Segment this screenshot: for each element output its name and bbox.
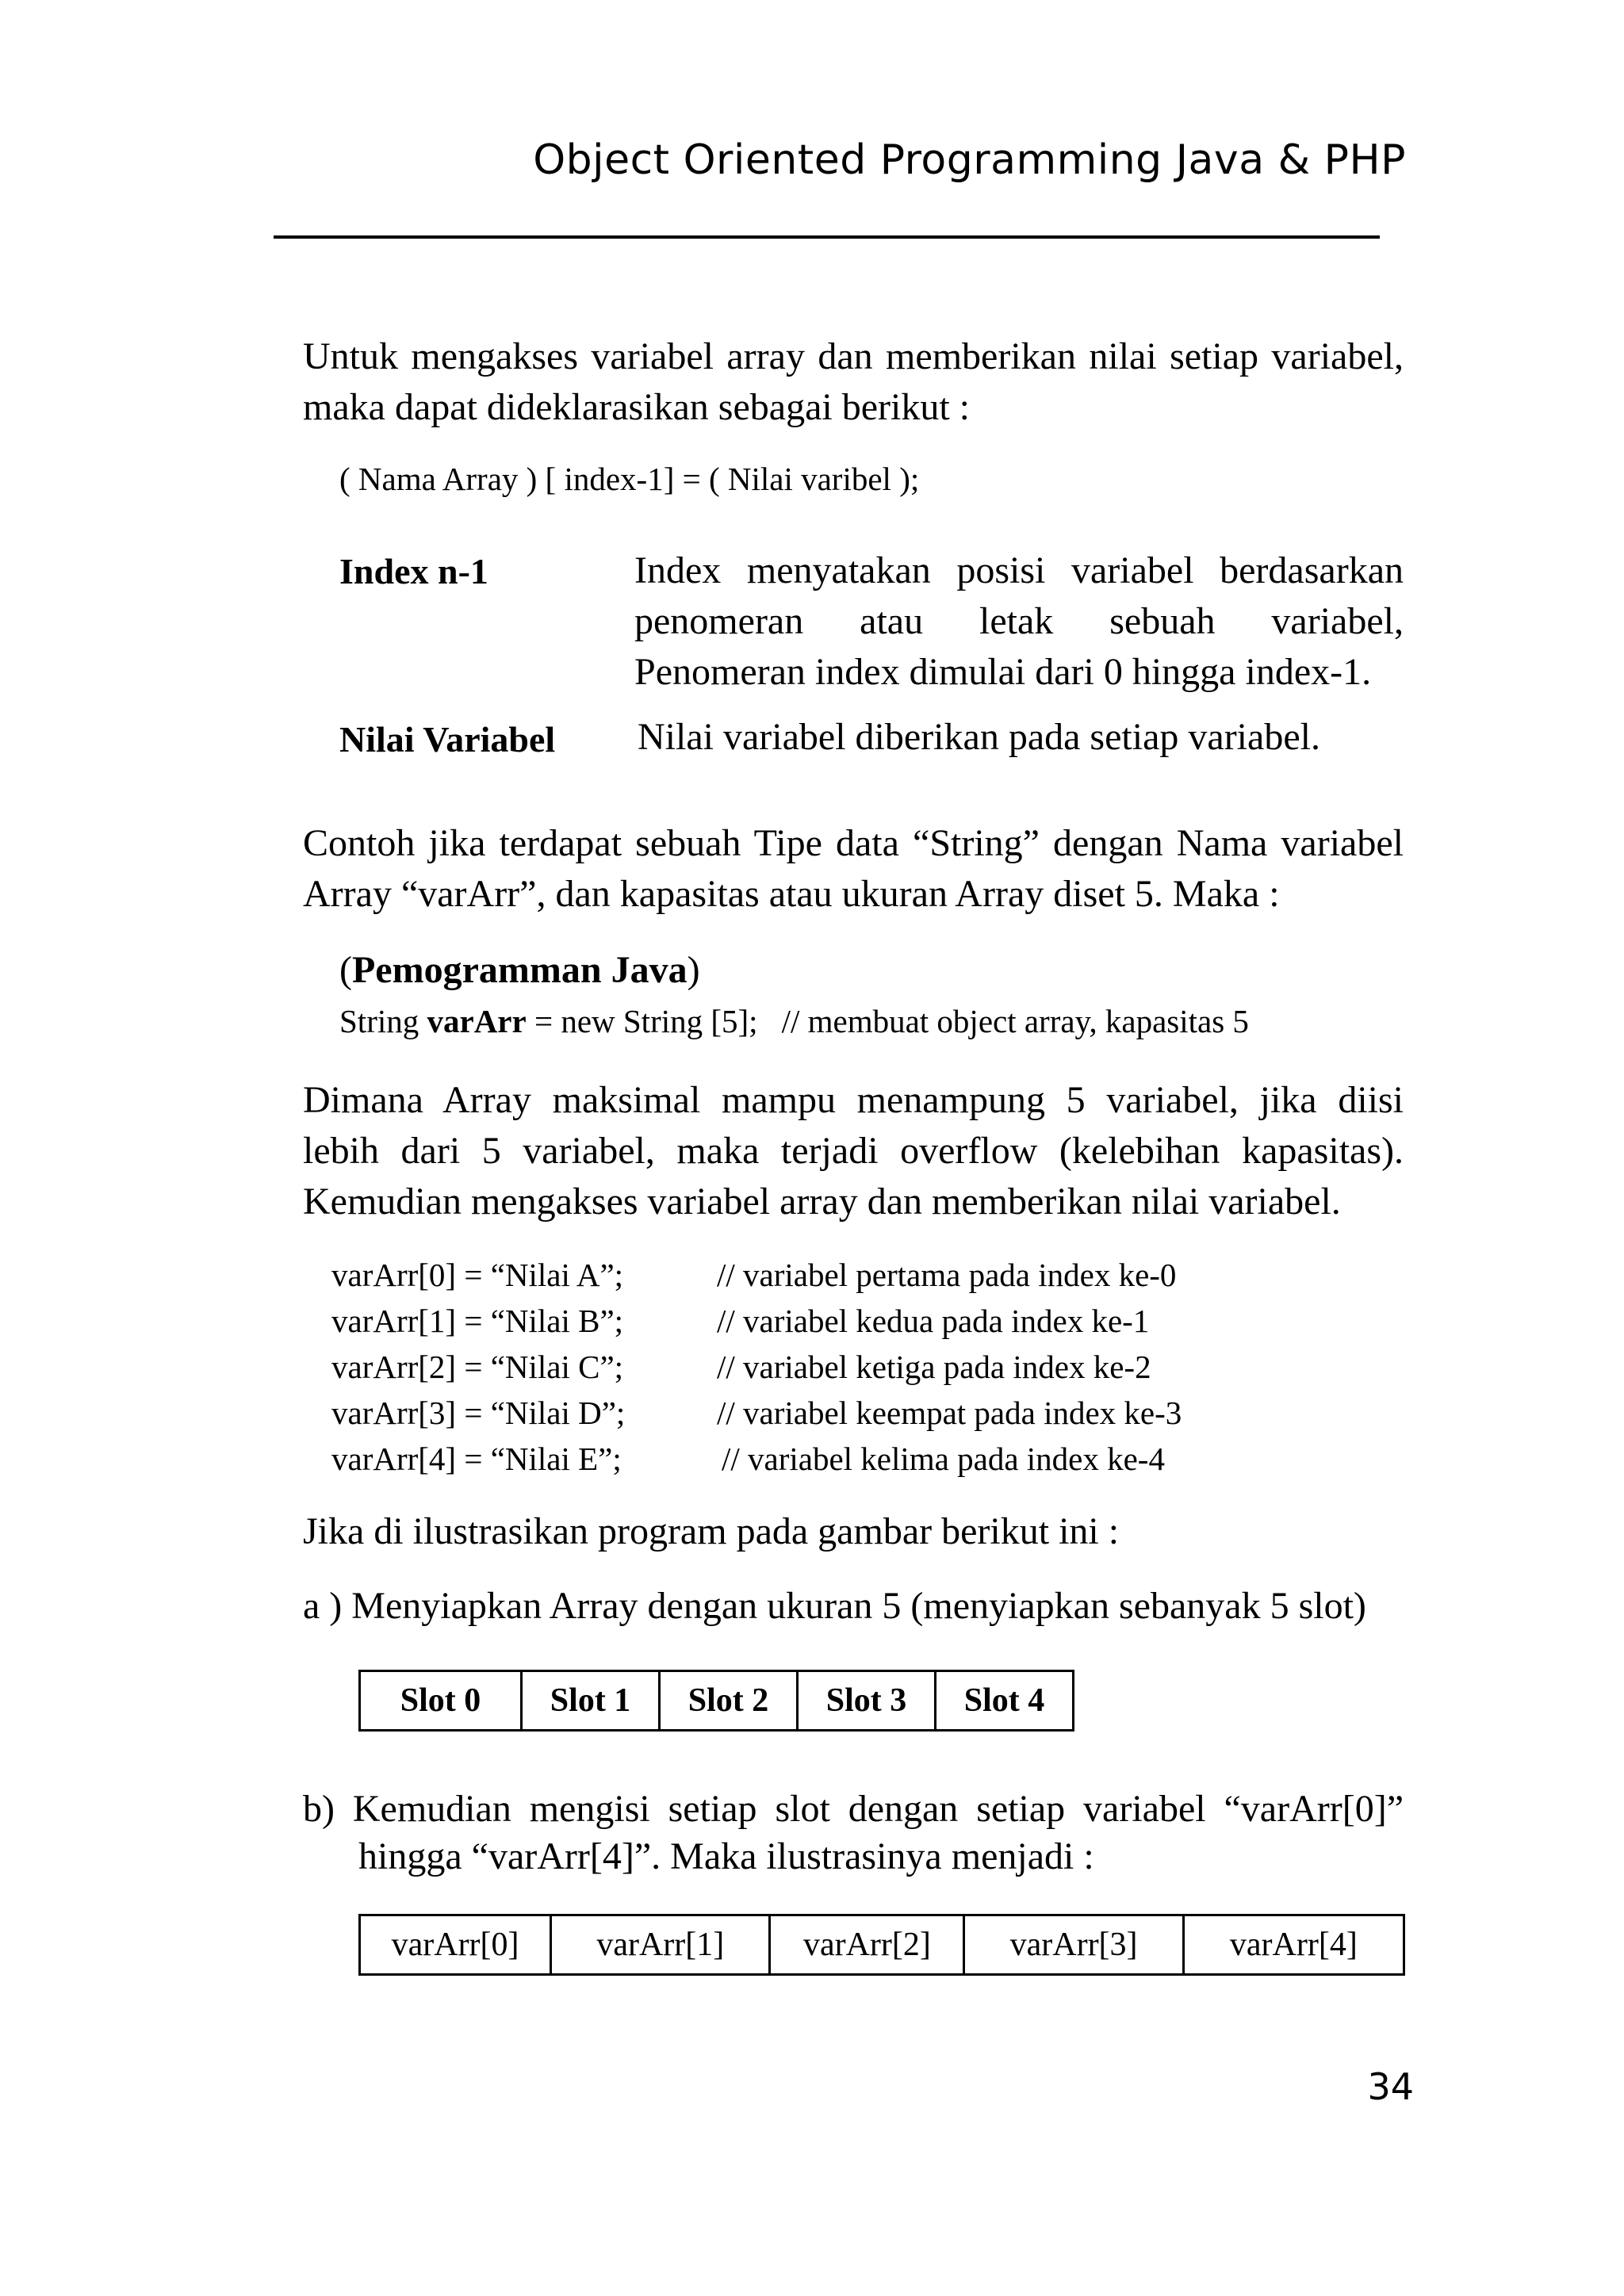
header-rule [274,235,1380,239]
assignment-code-1: varArr[1] = “Nilai B”; [331,1303,624,1339]
intro-line-1: Untuk mengakses variabel array dan memberikan nilai setiap variabel, [303,335,1404,377]
term-index: Index n-1 [339,551,488,591]
assignment-comment-0: // variabel pertama pada index ke-0 [717,1257,1177,1293]
code-declaration [339,1002,1249,1040]
code-comment: // membuat object array, kapasitas 5 [781,1003,1249,1039]
definition-index-line-1: Index menyatakan posisi variabel berdasarkan [634,549,1404,591]
step-b-line-1: b) Kemudian mengisi setiap slot dengan setiap variabel “varArr[0]” [303,1788,1404,1830]
example-line-1: Contoh jika terdapat sebuah Tipe data “String” dengan Nama variabel [303,822,1404,864]
assignment-code-2: varArr[2] = “Nilai C”; [331,1349,624,1385]
variable-cell-3: varArr[3] [964,1915,1183,1975]
intro-line-2: maka dapat dideklarasikan sebagai berikut : [303,386,971,428]
explain-line-2: lebih dari 5 variabel, maka terjadi overflow (kelebihan kapasitas). [303,1130,1404,1172]
code-rest: = new String [5]; [526,1003,758,1039]
page-number: 34 [1367,2065,1414,2108]
assignment-comment-3: // variabel keempat pada index ke-3 [717,1395,1182,1431]
code-var-name: varArr [427,1003,527,1039]
definition-index [634,545,1404,698]
variable-cell-1: varArr[1] [551,1915,770,1975]
language-heading-open: ( [339,949,352,991]
term-nilai-variabel: Nilai Variabel [339,719,556,760]
slot-cell-0: Slot 0 [360,1671,522,1731]
syntax-line: ( Nama Array ) [ index-1] = ( Nilai varibel ); [339,461,920,497]
variable-table [358,1914,1405,1976]
definition-index-line-2: penomeran atau letak sebuah variabel, [634,600,1404,642]
variable-cell-0: varArr[0] [360,1915,551,1975]
slot-cell-3: Slot 3 [798,1671,936,1731]
slot-cell-2: Slot 2 [660,1671,798,1731]
variable-cell-2: varArr[2] [770,1915,964,1975]
explain-line-3: Kemudian mengakses variabel array dan memberikan nilai variabel. [303,1181,1341,1223]
illustration-intro: Jika di ilustrasikan program pada gambar berikut ini : [303,1510,1120,1552]
assignment-code-3: varArr[3] = “Nilai D”; [331,1395,626,1431]
running-header-title: Object Oriented Programming Java & PHP [533,136,1406,184]
definition-nilai-variabel: Nilai variabel diberikan pada setiap variabel. [638,716,1320,758]
assignment-comment-4: // variabel kelima pada index ke-4 [722,1441,1165,1477]
language-heading-close: ) [687,949,700,991]
step-b-line-2: hingga “varArr[4]”. Maka ilustrasinya menjadi : [358,1835,1094,1877]
assignment-comment-1: // variabel kedua pada index ke-1 [717,1303,1150,1339]
slot-table [358,1670,1074,1732]
variable-cell-4: varArr[4] [1183,1915,1404,1975]
assignment-comment-2: // variabel ketiga pada index ke-2 [717,1349,1151,1385]
language-heading [339,948,700,992]
assignment-code-0: varArr[0] = “Nilai A”; [331,1257,624,1293]
variable-row [360,1915,1404,1975]
example-line-2: Array “varArr”, dan kapasitas atau ukuran Array diset 5. Maka : [303,873,1280,915]
slot-cell-4: Slot 4 [935,1671,1073,1731]
definition-index-line-3: Penomeran index dimulai dari 0 hingga index-1. [634,651,1372,693]
slot-row [360,1671,1074,1731]
step-a-text: a ) Menyiapkan Array dengan ukuran 5 (menyiapkan sebanyak 5 slot) [303,1585,1366,1627]
slot-cell-1: Slot 1 [522,1671,660,1731]
language-heading-label: Pemogramman Java [351,949,688,991]
assignment-code-4: varArr[4] = “Nilai E”; [331,1441,622,1477]
explain-line-1: Dimana Array maksimal mampu menampung 5 variabel, jika diisi [303,1079,1404,1121]
code-type: String [339,1003,427,1039]
